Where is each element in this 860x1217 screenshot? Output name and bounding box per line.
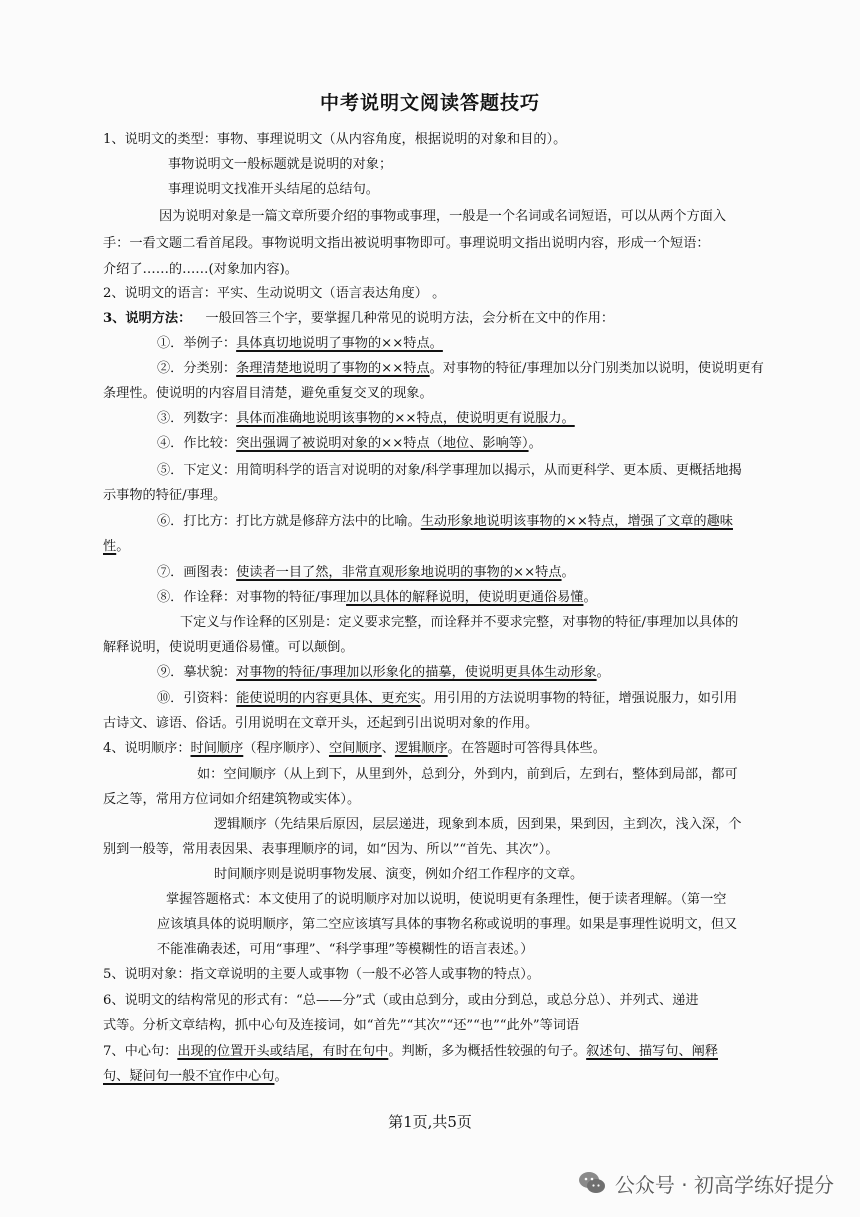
text-line: ⑦．画图表：使读者一目了然，非常直观形象地说明的事物的××特点。 [157,565,575,580]
key-phrase: 叙述句、描写句、阐释 [586,1044,719,1059]
text-line: 条理性。使说明的内容眉目清楚，避免重复交叉的现象。 [103,386,433,401]
key-phrase: 突出强调了被说明对象的××特点（地位、影响等） [236,436,529,451]
text-line: ⑤．下定义：用简明科学的语言对说明的对象/科学事理加以揭示，从而更科学、更本质、更概括地揭 [157,463,742,478]
text-line: 掌握答题格式：本文使用了的说明顺序对加以说明，使说明更有条理性，便于读者理解。（第一空 [166,892,727,907]
page-footer: 第1页,共5页 [388,1113,472,1131]
text-line: 2、说明文的语言：平实、生动说明文（语言表达角度） 。 [103,286,446,301]
text-line: 式等。分析文章结构，抓中心句及连接词，如“首先”“其次”“还”“也”“此外”等词语 [103,1018,580,1033]
text-line: ①．举例子：具体真切地说明了事物的××特点。 [157,336,443,351]
key-phrase: 对事物的特征/事理加以形象化的描摹，使说明更具体生动形象 [236,665,597,680]
key-phrase: 时间顺序 [190,741,244,756]
text-line: 时间顺序则是说明事物发展、演变，例如介绍工作程序的文章。 [214,867,584,882]
text-line: 解释说明，使说明更通俗易懂。可以颠倒。 [103,640,354,655]
key-phrase: 使读者一目了然，非常直观形象地说明的事物的××特点 [236,565,562,580]
text-line: ⑧．作诠释：对事物的特征/事理加以具体的解释说明，使说明更通俗易懂。 [157,590,597,605]
text-line: ③．列数字：具体而准确地说明该事物的××特点，使说明更有说服力。 [157,411,575,426]
key-phrase: 句、疑问句一般不宜作中心句 [103,1069,275,1084]
text-line: 别到一般等，常用表因果、表事理顺序的词，如“因为、所以”“首先、其次”）。 [103,842,559,857]
text-line: 如：空间顺序（从上到下，从里到外，总到分，外到内，前到后，左到右，整体到局部，都可 [197,767,738,782]
text-line: 介绍了……的……(对象加内容)。 [103,262,298,277]
key-phrase: 具体真切地说明了事物的××特点。 [236,336,443,351]
text-line: 7、中心句：出现的位置开头或结尾，有时在句中。判断，多为概括性较强的句子。叙述句、描写句、阐释 [103,1044,719,1059]
text-line: ⑥．打比方：打比方就是修辞方法中的比喻。生动形象地说明该事物的××特点，增强了文章的趣味 [157,514,733,529]
text-line: ④．作比较：突出强调了被说明对象的××特点（地位、影响等）。 [157,436,542,451]
key-phrase: 出现的位置开头或结尾，有时在句中 [177,1044,389,1059]
watermark-text: 公众号 · 初高学练好提分 [614,1172,834,1197]
key-phrase: 生动形象地说明该事物的××特点，增强了文章的趣味 [420,514,733,529]
wechat-icon [577,1168,607,1198]
key-phrase: 逻辑顺序 [394,741,448,756]
text-line: 古诗文、谚语、俗话。引用说明在文章开头，还起到引出说明对象的作用。 [103,716,539,731]
text-line: 下定义与作诠释的区别是：定义要求完整，而诠释并不要求完整，对事物的特征/事理加以具体的 [180,615,739,630]
text-line: 应该填具体的说明顺序，第二空应该填写具体的事物名称或说明的事理。如果是事理性说明文，但又 [157,917,738,932]
key-phrase: 空间顺序 [328,741,382,756]
watermark [577,1168,834,1198]
key-phrase: 加以具体的解释说明，使说明更通俗易懂 [346,590,584,605]
text-line: 4、说明顺序：时间顺序（程序顺序）、空间顺序、逻辑顺序。在答题时可答得具体些。 [103,741,606,756]
text-line: ②．分类别：条理清楚地说明了事物的××特点。对事物的特征/事理加以分门别类加以说明，使说明更有 [157,361,764,376]
text-line: 句、疑问句一般不宜作中心句。 [103,1069,288,1084]
page-title: 中考说明文阅读答题技巧 [319,92,540,114]
text-line: 性。 [103,539,130,554]
key-phrase: 性 [103,539,117,554]
key-phrase: 条理清楚地说明了事物的××特点 [236,361,430,376]
text-line: 手：一看文题二看首尾段。事物说明文指出被说明事物即可。事理说明文指出说明内容，形成一个短语： [103,236,710,251]
text-line: 1、说明文的类型：事物、事理说明文（从内容角度，根据说明的对象和目的）。 [103,132,567,147]
text-line: 5、说明对象：指文章说明的主要人或事物（一般不必答人或事物的特点）。 [103,967,540,982]
key-phrase: 具体而准确地说明该事物的××特点，使说明更有说服力。 [236,411,575,426]
text-line: 反之等，常用方位词如介绍建筑物或实体）。 [103,792,361,807]
text-line: 示事物的特征/事理。 [103,488,227,503]
text-line: 逻辑顺序（先结果后原因，层层递进，现象到本质，因到果，果到因，主到次，浅入深，个 [214,817,742,832]
text-line: ⑨．摹状貌：对事物的特征/事理加以形象化的描摹，使说明更具体生动形象。 [157,665,610,680]
text-line: 3、说明方法： 一般回答三个字，要掌握几种常见的说明方法，会分析在文中的作用： [103,311,615,326]
text-line: 因为说明对象是一篇文章所要介绍的事物或事理，一般是一个名词或名词短语，可以从两个方面入 [159,209,727,224]
section-heading: 3、说明方法： [103,311,192,326]
text-line: 不能准确表述，可用“事理”、“科学事理”等模糊性的语言表述。） [157,942,534,957]
text-line: 事理说明文找准开头结尾的总结句。 [168,182,379,197]
text-line: 事物说明文一般标题就是说明的对象； [168,157,393,172]
text-line: ⑩．引资料：能使说明的内容更具体、更充实。用引用的方法说明事物的特征，增强说服力，如引用 [157,691,738,706]
text-line: 6、说明文的结构常见的形式有：“总——分”式（或由总到分，或由分到总，或总分总）、并列式、递进 [103,993,699,1008]
key-phrase: 能使说明的内容更具体、更充实 [236,691,421,706]
